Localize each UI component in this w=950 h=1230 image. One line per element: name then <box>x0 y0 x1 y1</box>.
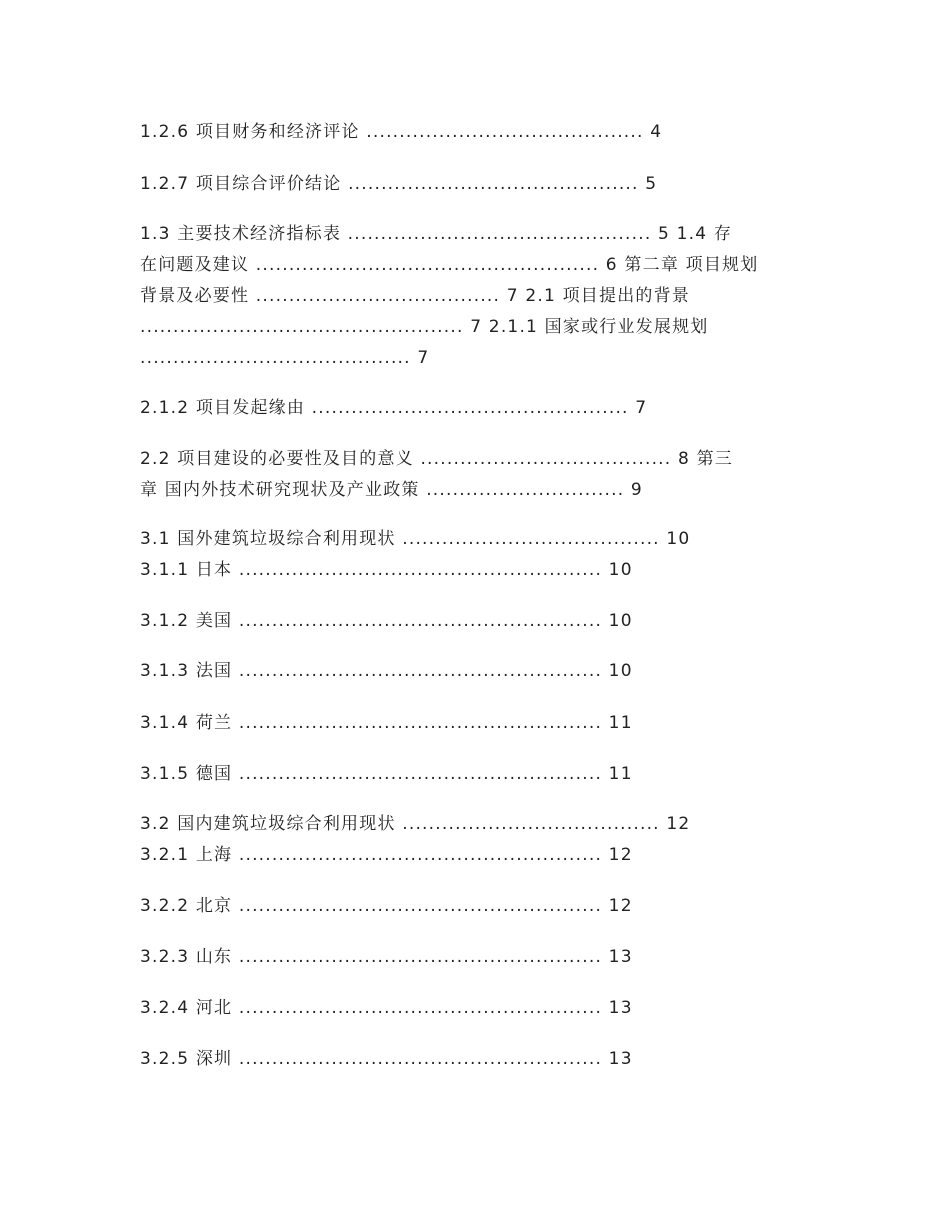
toc-line: 3.1.4 荷兰 ....................................................... 11 <box>140 713 633 733</box>
toc-line: 章 国内外技术研究现状及产业政策 .............................. 9 <box>140 480 643 500</box>
toc-line: 3.1.1 日本 ....................................................... 10 <box>140 560 633 580</box>
toc-line: 3.1.2 美国 ....................................................... 10 <box>140 611 633 631</box>
toc-line: 在问题及建议 .................................................... 6 第二章 项目规划 <box>140 255 759 275</box>
toc-line: 背景及必要性 ..................................... 7 2.1 项目提出的背景 <box>140 286 691 306</box>
toc-line: 3.1 国外建筑垃圾综合利用现状 ....................................... 10 <box>140 529 691 549</box>
toc-line: 1.3 主要技术经济指标表 .............................................. 5 1.4 存 <box>140 224 733 244</box>
toc-line: ......................................... 7 <box>140 348 430 368</box>
toc-line: 3.2.1 上海 ....................................................... 12 <box>140 845 633 865</box>
toc-line: 1.2.7 项目综合评价结论 ............................................ 5 <box>140 174 658 194</box>
toc-line: 3.2.2 北京 ....................................................... 12 <box>140 896 633 916</box>
toc-line: 1.2.6 项目财务和经济评论 .......................................... 4 <box>140 122 663 142</box>
toc-line: 3.2.5 深圳 ....................................................... 13 <box>140 1049 633 1069</box>
toc-line: 3.1.3 法国 ....................................................... 10 <box>140 661 633 681</box>
toc-line: 3.2 国内建筑垃圾综合利用现状 ....................................... 12 <box>140 814 691 834</box>
toc-line: 2.2 项目建设的必要性及目的意义 ...................................... 8 第三 <box>140 449 734 469</box>
toc-line: 3.1.5 德国 ....................................................... 11 <box>140 764 633 784</box>
toc-line: ................................................. 7 2.1.1 国家或行业发展规划 <box>140 317 709 337</box>
toc-line: 3.2.4 河北 ....................................................... 13 <box>140 998 633 1018</box>
toc-line: 2.1.2 项目发起缘由 ................................................ 7 <box>140 398 648 418</box>
toc-line: 3.2.3 山东 ....................................................... 13 <box>140 947 633 967</box>
